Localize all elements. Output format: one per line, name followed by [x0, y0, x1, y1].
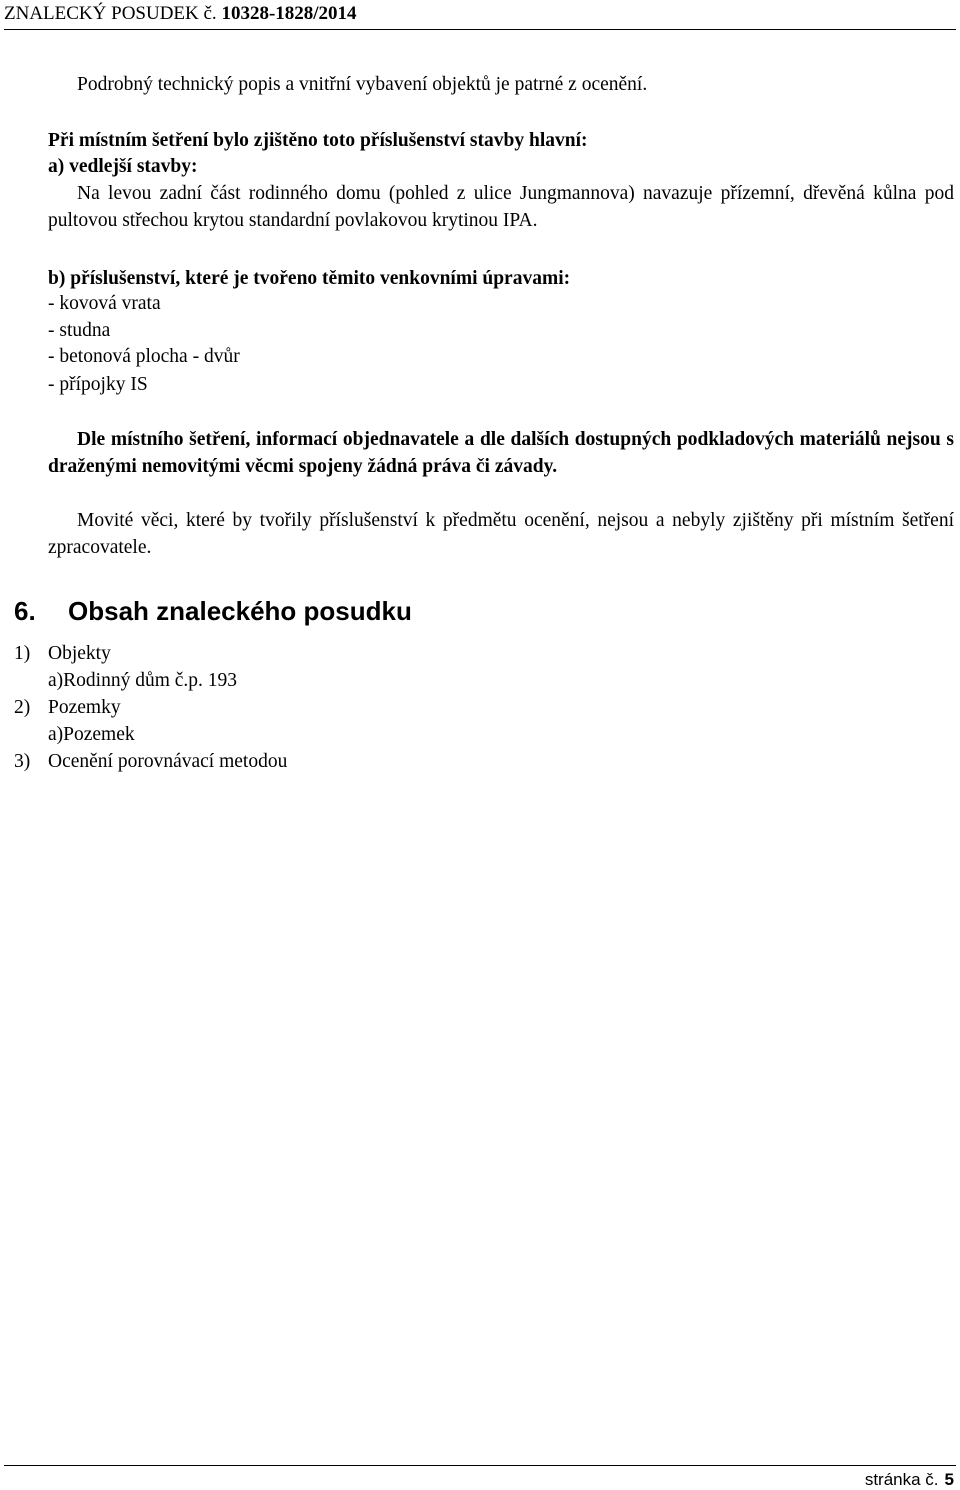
section-title: Obsah znaleckého posudku	[68, 596, 412, 626]
outdoor-item: - betonová plocha - dvůr	[48, 346, 240, 367]
secondary-buildings-text-content: Na levou zadní část rodinného domu (pohled z ulice Jungmannova) navazuje přízemní, dřevěná kůlna pod pultovou střechou krytou standardní povlakovou krytinou IPA.	[48, 183, 954, 231]
outdoor-item: - studna	[48, 320, 111, 341]
header-rule	[4, 29, 956, 30]
rights-statement	[48, 426, 954, 480]
contents-item-number: 3)	[14, 751, 31, 772]
contents-item	[14, 640, 111, 667]
footer-rule	[4, 1465, 956, 1466]
section-heading	[14, 594, 412, 628]
outdoor-item: - kovová vrata	[48, 293, 161, 314]
contents-item-number: 2)	[14, 697, 31, 718]
rights-statement-content: Dle místního šetření, informací objednavatele a dle dalších dostupných podkladových materiálů nejsou s draženými nemovitými věcmi spojeny žádná práva či závady.	[48, 429, 954, 477]
contents-item-number: 1)	[14, 643, 31, 664]
accessories-heading: Při místním šetření bylo zjištěno toto příslušenství stavby hlavní:	[48, 130, 588, 151]
secondary-buildings-text	[48, 180, 954, 234]
movables-statement	[48, 507, 954, 561]
section-number: 6.	[14, 596, 36, 626]
outdoor-heading: b) příslušenství, které je tvořeno těmito venkovními úpravami:	[48, 268, 571, 289]
contents-item-label: Ocenění porovnávací metodou	[48, 751, 288, 772]
header-title: ZNALECKÝ POSUDEK č.	[4, 3, 217, 24]
contents-subitem: a)Rodinný dům č.p. 193	[48, 670, 238, 691]
contents-item	[14, 694, 121, 721]
page-footer	[865, 1470, 954, 1490]
outdoor-item: - přípojky IS	[48, 374, 148, 395]
intro-paragraph: Podrobný technický popis a vnitřní vybavení objektů je patrné z ocenění.	[77, 74, 648, 95]
footer-label: stránka č.	[864, 1470, 939, 1489]
contents-item-label: Objekty	[48, 643, 111, 664]
contents-item-label: Pozemky	[48, 697, 121, 718]
contents-subitem: a)Pozemek	[48, 724, 135, 745]
contents-item	[14, 748, 287, 775]
secondary-buildings-heading: a) vedlejší stavby:	[48, 156, 198, 177]
page-number: 5	[944, 1470, 954, 1489]
document-header	[4, 3, 357, 25]
header-number: 10328-1828/2014	[221, 3, 357, 24]
movables-statement-content: Movité věci, které by tvořily příslušenství k předmětu ocenění, nejsou a nebyly zjištěny při místním šetření zpracovatele.	[48, 510, 954, 558]
